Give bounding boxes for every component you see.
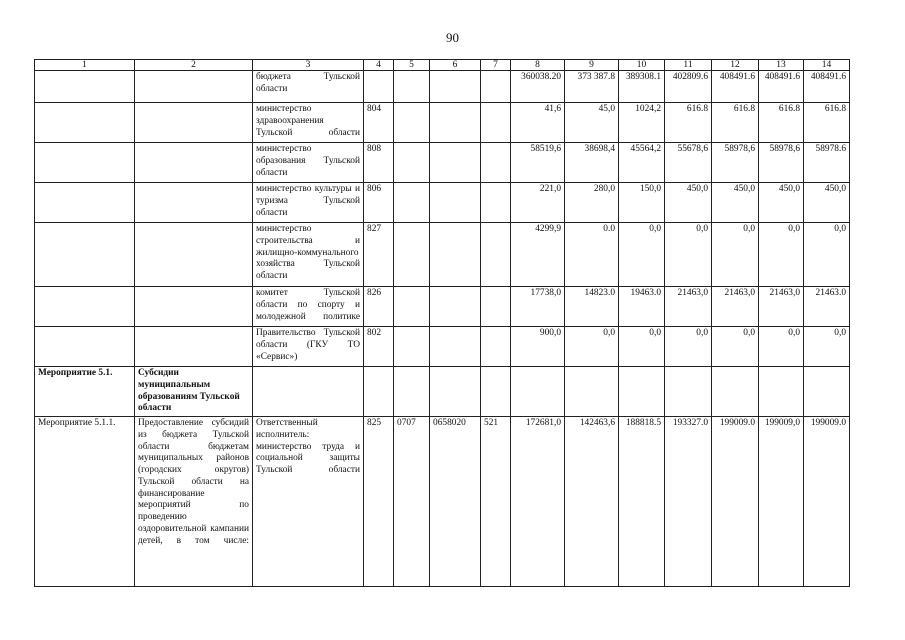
description-cell	[135, 327, 253, 367]
code-cell: 808	[364, 143, 394, 183]
value-cell: 0,0	[759, 327, 804, 367]
measure-cell: Мероприятие 5.1.1.	[35, 417, 135, 587]
value-cell: 19463.0	[619, 287, 665, 327]
executor-cell: бюджета Тульской области	[253, 71, 364, 103]
table-row	[35, 143, 850, 183]
value-cell: 199009.0	[804, 417, 850, 587]
expense-type-cell	[481, 223, 511, 287]
header-cell: 8	[511, 60, 565, 71]
code-cell: 826	[364, 287, 394, 327]
value-cell: 616.8	[665, 103, 712, 143]
expense-type-cell	[481, 183, 511, 223]
header-cell: 6	[430, 60, 481, 71]
table-row	[35, 183, 850, 223]
value-cell: 0,0	[565, 327, 619, 367]
code-cell: 825	[364, 417, 394, 587]
value-cell: 172681,0	[511, 417, 565, 587]
value-cell	[759, 367, 804, 417]
target-cell	[430, 367, 481, 417]
header-cell: 9	[565, 60, 619, 71]
value-cell: 188818.5	[619, 417, 665, 587]
table-row	[35, 327, 850, 367]
section-cell	[394, 103, 430, 143]
value-cell	[619, 367, 665, 417]
value-cell: 0,0	[759, 223, 804, 287]
value-cell: 408491.6	[804, 71, 850, 103]
header-cell: 13	[759, 60, 804, 71]
value-cell: 58978,6	[759, 143, 804, 183]
expense-type-cell	[481, 71, 511, 103]
value-cell: 450,0	[759, 183, 804, 223]
value-cell: 21463,0	[759, 287, 804, 327]
header-cell: 10	[619, 60, 665, 71]
value-cell: 408491.6	[759, 71, 804, 103]
measure-cell	[35, 103, 135, 143]
header-cell: 4	[364, 60, 394, 71]
section-cell	[394, 287, 430, 327]
executor-cell: министерство культуры и туризма Тульской области	[253, 183, 364, 223]
value-cell: 900,0	[511, 327, 565, 367]
page-number: 90	[446, 30, 459, 45]
value-cell: 38698,4	[565, 143, 619, 183]
executor-cell: комитет Тульской области по спорту и молодежной политике	[253, 287, 364, 327]
value-cell: 21463,0	[665, 287, 712, 327]
description-cell: Предоставление субсидий из бюджета Тульской области бюджетам муниципальных районов (городских округов) Тульской области на финансирование мероприятий по проведению оздоровительной кампании детей, в том числе:	[135, 417, 253, 587]
description-cell	[135, 223, 253, 287]
expense-type-cell	[481, 327, 511, 367]
table-row	[35, 103, 850, 143]
value-cell: 0,0	[804, 223, 850, 287]
header-cell: 1	[35, 60, 135, 71]
value-cell: 41,6	[511, 103, 565, 143]
header-row	[35, 60, 850, 71]
code-cell: 802	[364, 327, 394, 367]
table-row	[35, 367, 850, 417]
executor-cell: Правительство Тульской области (ГКУ ТО «Сервис»)	[253, 327, 364, 367]
description-cell	[135, 143, 253, 183]
value-cell: 199009.0	[712, 417, 759, 587]
target-cell	[430, 287, 481, 327]
description-cell	[135, 287, 253, 327]
target-cell	[430, 103, 481, 143]
description-cell	[135, 71, 253, 103]
value-cell: 616.8	[804, 103, 850, 143]
value-cell: 4299,9	[511, 223, 565, 287]
value-cell: 0.0	[565, 223, 619, 287]
value-cell: 408491.6	[712, 71, 759, 103]
section-cell	[394, 71, 430, 103]
section-cell	[394, 223, 430, 287]
value-cell: 450,0	[665, 183, 712, 223]
value-cell: 21463,0	[712, 287, 759, 327]
value-cell: 389308.1	[619, 71, 665, 103]
measure-cell	[35, 327, 135, 367]
description-cell: Субсидии муниципальным образованиям Тульской области	[135, 367, 253, 417]
value-cell	[511, 367, 565, 417]
target-cell: 0658020	[430, 417, 481, 587]
section-cell	[394, 183, 430, 223]
value-cell: 58978.6	[804, 143, 850, 183]
measure-cell	[35, 183, 135, 223]
value-cell: 616.8	[712, 103, 759, 143]
value-cell: 0,0	[619, 327, 665, 367]
value-cell: 193327.0	[665, 417, 712, 587]
value-cell: 21463.0	[804, 287, 850, 327]
header-cell: 3	[253, 60, 364, 71]
description-cell	[135, 103, 253, 143]
value-cell: 0,0	[712, 223, 759, 287]
header-cell: 14	[804, 60, 850, 71]
value-cell: 0,0	[665, 327, 712, 367]
measure-cell	[35, 287, 135, 327]
expense-type-cell	[481, 367, 511, 417]
code-cell: 827	[364, 223, 394, 287]
value-cell: 17738,0	[511, 287, 565, 327]
target-cell	[430, 183, 481, 223]
value-cell	[712, 367, 759, 417]
value-cell: 142463,6	[565, 417, 619, 587]
value-cell: 0,0	[619, 223, 665, 287]
target-cell	[430, 223, 481, 287]
section-cell	[394, 143, 430, 183]
table-body	[35, 71, 850, 587]
section-cell	[394, 327, 430, 367]
budget-table	[34, 59, 850, 587]
value-cell	[565, 367, 619, 417]
code-cell: 804	[364, 103, 394, 143]
value-cell: 373 387.8	[565, 71, 619, 103]
measure-cell: Мероприятие 5.1.	[35, 367, 135, 417]
value-cell: 0,0	[712, 327, 759, 367]
value-cell: 55678,6	[665, 143, 712, 183]
measure-cell	[35, 223, 135, 287]
value-cell: 45564,2	[619, 143, 665, 183]
measure-cell	[35, 71, 135, 103]
section-cell	[394, 367, 430, 417]
target-cell	[430, 327, 481, 367]
value-cell: 450,0	[712, 183, 759, 223]
expense-type-cell: 521	[481, 417, 511, 587]
target-cell	[430, 143, 481, 183]
table-row	[35, 287, 850, 327]
value-cell: 280,0	[565, 183, 619, 223]
value-cell: 45,0	[565, 103, 619, 143]
value-cell	[665, 367, 712, 417]
expense-type-cell	[481, 143, 511, 183]
header-cell: 5	[394, 60, 430, 71]
executor-cell: министерство здравоохранения Тульской области	[253, 103, 364, 143]
executor-cell	[253, 367, 364, 417]
value-cell: 450,0	[804, 183, 850, 223]
target-cell	[430, 71, 481, 103]
code-cell	[364, 367, 394, 417]
value-cell: 221,0	[511, 183, 565, 223]
value-cell: 402809.6	[665, 71, 712, 103]
value-cell	[804, 367, 850, 417]
executor-cell: Ответственный исполнитель: министерство труда и социальной защиты Тульской области	[253, 417, 364, 587]
expense-type-cell	[481, 287, 511, 327]
value-cell: 58519,6	[511, 143, 565, 183]
header-cell: 2	[135, 60, 253, 71]
value-cell: 58978,6	[712, 143, 759, 183]
header-cell: 7	[481, 60, 511, 71]
section-cell: 0707	[394, 417, 430, 587]
value-cell: 1024,2	[619, 103, 665, 143]
value-cell: 150,0	[619, 183, 665, 223]
value-cell: 0,0	[665, 223, 712, 287]
value-cell: 360038.20	[511, 71, 565, 103]
value-cell: 616.8	[759, 103, 804, 143]
header-cell: 11	[665, 60, 712, 71]
code-cell: 806	[364, 183, 394, 223]
table-row	[35, 223, 850, 287]
table-row	[35, 71, 850, 103]
executor-cell: министерство образования Тульской области	[253, 143, 364, 183]
measure-cell	[35, 143, 135, 183]
executor-cell: министерство строительства и жилищно-коммунального хозяйства Тульской области	[253, 223, 364, 287]
expense-type-cell	[481, 103, 511, 143]
header-cell: 12	[712, 60, 759, 71]
value-cell: 14823.0	[565, 287, 619, 327]
value-cell: 0,0	[804, 327, 850, 367]
code-cell	[364, 71, 394, 103]
value-cell: 199009,0	[759, 417, 804, 587]
description-cell	[135, 183, 253, 223]
table-row	[35, 417, 850, 587]
